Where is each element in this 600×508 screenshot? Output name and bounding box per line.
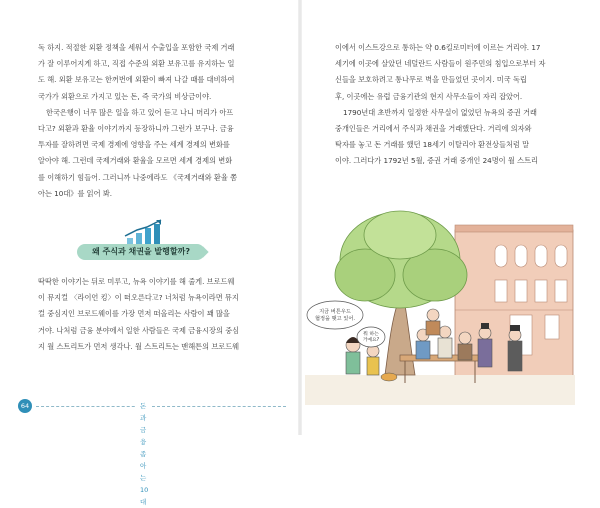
text-line: 한국은행이 너무 많은 일을 하고 있어 듣고 나니 머리가 아프 (46, 107, 234, 117)
text-line: 딱딱한 이야기는 뒤로 미루고, 뉴욕 이야기를 해 줄게. 브로드웨 (38, 277, 235, 286)
book-gutter (298, 0, 302, 435)
text-line: 중개인들은 거리에서 주식과 채권을 거래했단다. 거리에 의자와 (335, 124, 532, 134)
section-heading (77, 218, 237, 262)
text-line: 도 해. 외환 보유고는 한꺼번에 외환이 빠져 나갈 때를 대비하여 (38, 75, 235, 85)
bubble2-line1: 뭐 하는 (363, 332, 379, 337)
text-line: 후, 이곳에는 유럽 금융기관의 현지 사무소들이 자리 잡았어. (335, 91, 523, 101)
text-line: 를 이해하기 힘들어. 그러니까 나중에라도 《국제거래와 환율 쫌 (38, 172, 238, 182)
text-line: 지 월 스트리트가 먼저 생각나. 월 스트리트는 맨해튼의 브로드웨 (38, 341, 240, 351)
text-line: 세기에 이곳에 살았던 네덜란드 사람들이 원주민의 침입으로부터 자 (335, 59, 546, 69)
text-line: 컬 중심지인 브로드웨이를 가장 먼저 떠올리는 사람이 꽤 많을 (38, 309, 230, 319)
text-line: 가 잘 이루어지게 하고, 직접 수준의 외환 보유고를 유지하는 일 (38, 59, 235, 69)
text-line: 독 하지. 적절한 외환 정책을 세워서 수출입을 포함한 국제 거래 (38, 43, 235, 52)
section-heading-title: 왜 주식과 채권을 발행할까? (77, 244, 205, 260)
page-number: 64 (18, 399, 32, 413)
bubble1-line1: 지금 버튼우드 (319, 309, 351, 315)
text-line: 아는 10대》를 읽어 봐. (38, 188, 113, 198)
buttonwood-tree-illustration (305, 205, 575, 405)
text-line: 국가가 외환으로 가지고 있는 돈, 즉 국가의 비상금이야. (38, 91, 212, 101)
bubble1-line2: 협정을 맺고 있어. (314, 316, 356, 322)
text-line: 이에서 이스트강으로 통하는 약 0.6킬로미터에 이르는 거리야. 17 (335, 43, 541, 52)
left-page-text-top (38, 40, 270, 202)
footer-divider (36, 406, 286, 408)
text-line: 이 뮤지컬 〈라이언 킹〉이 떠오른다고? 너처럼 뉴욕이라면 뮤지 (38, 293, 239, 303)
right-page-text (335, 40, 567, 170)
text-line: 이야. 그러다가 1792년 5월, 증권 거래 중개인 24명이 월 스트리 (335, 156, 538, 166)
text-line: 신들을 보호하려고 통나무로 벽을 만들었던 곳이지. 미국 독립 (335, 75, 527, 85)
text-line: 투자를 잘하려면 국제 경제에 영향을 주는 세계 경제의 변화를 (38, 140, 230, 150)
bubble2-line2: 거예요? (362, 338, 380, 343)
text-line: 탁자를 놓고 돈 거래를 했던 18세기 이탈리아 환전상들처럼 말 (335, 140, 530, 150)
text-line: 거야. 나처럼 금융 분야에서 일한 사람들은 국제 금융시장의 중심 (38, 325, 240, 335)
running-title: 돈과 금융 좀 아는 10대 (136, 400, 152, 508)
left-page-text-bottom (38, 274, 270, 355)
text-line: 다고? 외환과 환율 이야기까지 등장하니까 그런가 보구나. 금융 (38, 124, 234, 134)
text-line: 1790년대 초반까지 일정한 사무실이 없었던 뉴욕의 증권 거래 (343, 107, 537, 117)
text-line: 알아야 해. 그런데 국제거래와 환율을 모르면 세계 경제의 변화 (38, 156, 233, 166)
speech-bubble-trader (307, 301, 363, 329)
speech-bubble-child (357, 327, 385, 347)
